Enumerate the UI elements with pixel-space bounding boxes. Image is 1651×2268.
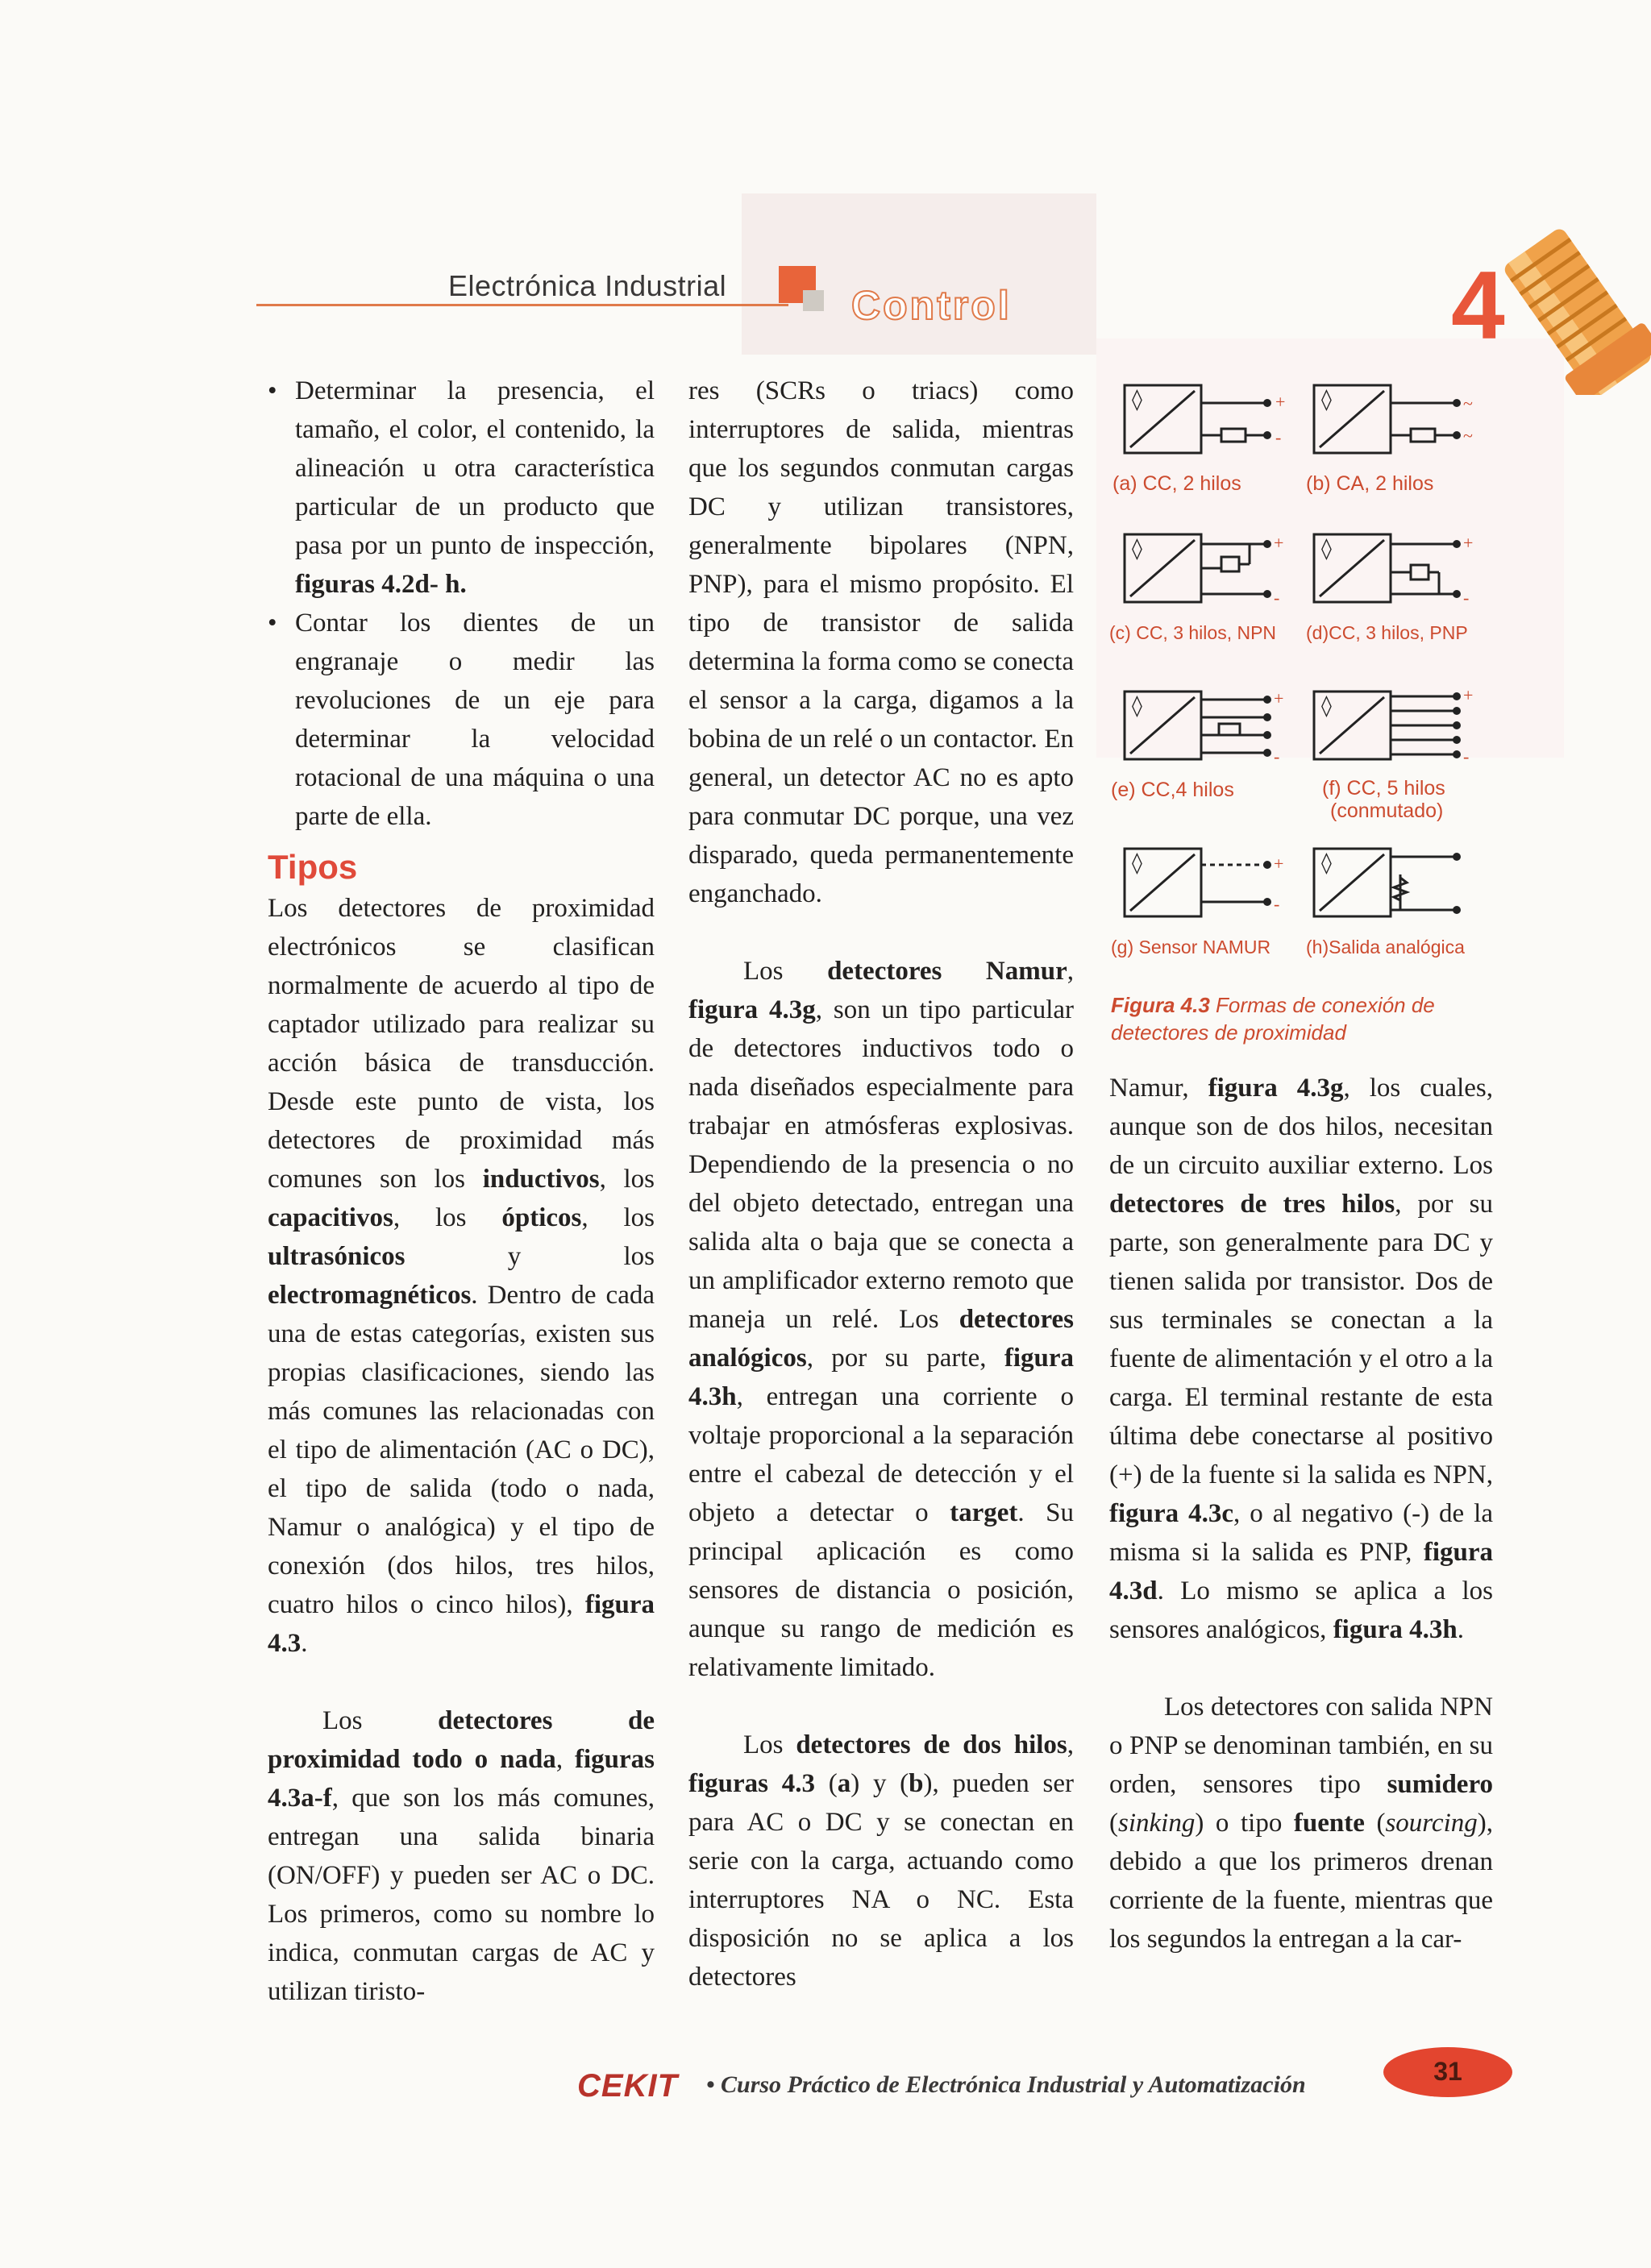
caption-h: (h)Salida analógica	[1306, 937, 1465, 957]
svg-text:◊: ◊	[1321, 851, 1332, 875]
svg-text:-: -	[1463, 746, 1470, 766]
svg-text:◊: ◊	[1321, 537, 1332, 561]
bullet-icon: •	[268, 376, 277, 405]
svg-text:+: +	[1463, 533, 1474, 553]
bullet-icon: •	[268, 609, 277, 638]
paragraph: Namur, figura 4.3g, los cuales, aunque son de dos hilos, necesitan de un circuito auxiliar externo. Los detectores de tres hilos, por su parte, son generalmente para DC y tienen salida por transistor. Dos de sus terminales se conectan a la fuente de alimentación y el otro a la carga. El terminal restante de esta última debe conectarse al positivo (+) de la fuente si la salida es NPN, figura 4.3c, o al negativo (-) de la misma si la salida es PNP, figura 4.3d. Lo mismo se aplica a los sensores analógicos, figura 4.3h.	[1109, 1074, 1493, 1644]
header-title: Electrónica Industrial	[448, 269, 727, 302]
svg-text:-: -	[1274, 746, 1280, 766]
svg-text:+: +	[1463, 685, 1474, 705]
chapter-number: 4	[1451, 251, 1505, 359]
svg-text:-: -	[1274, 588, 1280, 608]
figure-caption: Figura 4.3 Formas de conexión de detectores de proximidad	[1111, 993, 1435, 1045]
body-text: Contar los dientes de un engranaje o medir las revoluciones de un eje para determinar la velocidad rotacional de una máquina o una parte de ella.	[295, 609, 655, 831]
caption-f: (f) CC, 5 hilos	[1322, 777, 1445, 800]
footer-text: • Curso Práctico de Electrónica Industrial y Automatización	[706, 2071, 1306, 2098]
list-item	[268, 372, 655, 604]
caption-b: (b) CA, 2 hilos	[1306, 472, 1434, 495]
proximity-sensor-image	[1499, 185, 1651, 395]
logo-square-secondary	[803, 290, 824, 311]
diagram-h	[1310, 842, 1495, 923]
paragraph: Los detectores Namur, figura 4.3g, son un tipo particular de detectores inductivos todo o nada diseñados especialmente para trabajar en atmósferas explosivas. Dependiendo de la presencia o no del objeto detectado, entregan una salida alta o baja que se conecta a un amplificador externo remoto que maneja un relé. Los detectores analógicos, por su parte, figura 4.3h, entregan una corriente o voltaje proporcional a la separación entre el cabezal de detección y el objeto a detectar o target. Su principal aplicación es como sensores de distancia o posición, aunque su rango de medición es relativamente limitado.	[688, 957, 1075, 1682]
diagram-d	[1310, 528, 1495, 609]
caption-d: (d)CC, 3 hilos, PNP	[1306, 622, 1468, 643]
column-1	[268, 372, 655, 2011]
svg-text:+: +	[1274, 688, 1284, 708]
caption-e: (e) CC,4 hilos	[1111, 779, 1234, 801]
svg-text:◊: ◊	[1321, 388, 1332, 412]
svg-text:◊: ◊	[1321, 694, 1332, 718]
caption-f-note: (conmutado)	[1330, 800, 1444, 822]
svg-text:-: -	[1463, 588, 1470, 608]
paragraph: res (SCRs o triacs) como interruptores de salida, mientras que los segundos conmutan cargas DC y utilizan transistores, generalmente bipolares (NPN, PNP), para el mismo propósito. El tipo de transistor de salida determina la forma como se conecta el sensor a la carga, digamos a la bobina de un relé o un contactor. En general, un detector AC no es apto para conmutar DC porque, una vez disparado, queda permanentemente enganchado.	[688, 376, 1074, 908]
diagram-c	[1121, 528, 1306, 609]
svg-text:-: -	[1275, 427, 1282, 447]
svg-text:+: +	[1275, 392, 1286, 412]
header-rule	[256, 304, 788, 306]
section-heading: Tipos	[268, 848, 358, 886]
paragraph: Los detectores de proximidad electrónicos se clasifican normalmente de acuerdo al tipo de captador utilizado para realizar su acción básica de transducción. Desde este punto de vista, los detectores de proximidad más comunes son los inductivos, los capacitivos, los ópticos, los ultrasónicos y los electromagnéticos. Dentro de cada una de estas categorías, existen sus propias clasificaciones, siendo las más comunes las relacionadas con el tipo de alimentación (AC o DC), el tipo de salida (todo o nada, Namur o analógica) y el tipo de conexión (dos hilos, tres hilos, cuatro hilos o cinco hilos), figura 4.3.	[268, 894, 655, 1658]
footer-brand-logo: CEKIT	[577, 2068, 678, 2104]
column-2	[688, 372, 1074, 1996]
page-number: 31	[1433, 2057, 1462, 2086]
header-section-name: Control	[851, 283, 1012, 328]
diagram-g	[1121, 842, 1306, 923]
svg-text:◊: ◊	[1132, 851, 1142, 875]
diagram-b	[1310, 379, 1495, 459]
svg-text:~: ~	[1463, 426, 1473, 446]
diagram-f	[1310, 685, 1495, 766]
svg-text:+: +	[1274, 533, 1284, 553]
caption-g: (g) Sensor NAMUR	[1111, 937, 1271, 957]
column-3	[1109, 1069, 1493, 1959]
diagram-e	[1121, 685, 1306, 766]
body-text: Determinar la presencia, el tamaño, el color, el contenido, la alineación u otra característica particular de un producto que pasa por un punto de inspección,	[295, 376, 655, 560]
svg-text:+: +	[1274, 854, 1284, 874]
diagram-a	[1121, 379, 1306, 459]
svg-text:◊: ◊	[1132, 537, 1142, 561]
paragraph: Los detectores de proximidad todo o nada, figuras 4.3a-f, que son los más comunes, entregan una salida binaria (ON/OFF) y pueden ser AC o DC. Los primeros, como su nombre lo indica, conmutan cargas de AC y utilizan tiristo-	[268, 1706, 655, 2006]
paragraph: Los detectores con salida NPN o PNP se denominan también, en su orden, sensores tipo sumidero (sinking) o tipo fuente (sourcing), debido a que los primeros drenan corriente de la fuente, mientras que los segundos la entregan a la car-	[1109, 1693, 1493, 1954]
caption-c: (c) CC, 3 hilos, NPN	[1109, 622, 1277, 643]
figure-ref: figuras 4.2d- h.	[295, 570, 467, 599]
svg-text:-: -	[1274, 894, 1280, 914]
list-item	[268, 604, 655, 836]
paragraph: Los detectores de dos hilos, figuras 4.3 (a) y (b), pueden ser para AC o DC y se conectan en serie con la carga, actuando como interruptores NA o NC. Esta disposición no se aplica a los detectores	[688, 1730, 1075, 1992]
caption-a: (a) CC, 2 hilos	[1112, 472, 1241, 495]
svg-text:◊: ◊	[1132, 694, 1142, 718]
svg-text:~: ~	[1463, 393, 1473, 413]
svg-text:◊: ◊	[1132, 388, 1142, 412]
